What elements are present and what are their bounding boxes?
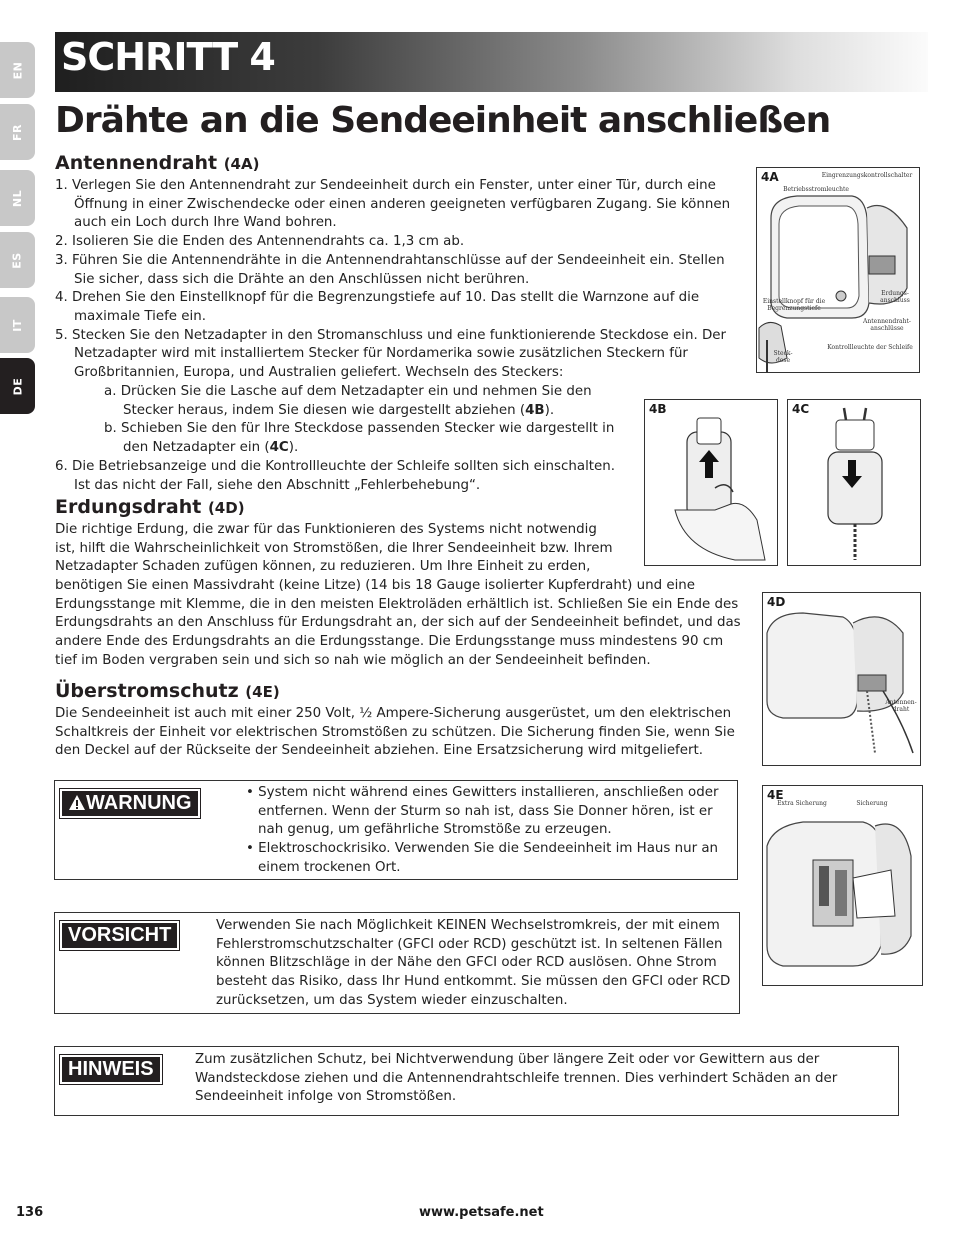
figure-label: 4E	[767, 788, 784, 802]
tab-label: IT	[10, 318, 24, 332]
section-heading-surge	[55, 680, 280, 702]
caution-box	[54, 912, 740, 1014]
tab-label: FR	[10, 123, 24, 141]
tab-de[interactable]	[0, 358, 35, 414]
callout: Kontrollleuchte der Schleife	[827, 344, 913, 351]
callout: Betriebsstromleuchte	[783, 186, 849, 193]
step-item: 1. Verlegen Sie den Antennendraht zur Sendeeinheit durch ein Fenster, unter einer Tür, durch eine Öffnung in einer Zwischendecke oder einen anderen geeigneten verfügbaren Zugang. Sie können auch ein Loch durch Ihre Wand bohren.	[55, 178, 731, 231]
heading-text: Erdungsdraht	[55, 496, 202, 518]
badge-label: WARNUNG	[86, 792, 192, 814]
callout: Sicherung	[856, 800, 888, 807]
warning-item: • Elektroschockrisiko. Verwenden Sie die Sendeeinheit im Haus nur an einem trockenen Ort.	[246, 841, 719, 875]
adapter-insert-illustration	[788, 400, 920, 565]
tab-it[interactable]	[0, 297, 35, 353]
ground-wire-illustration	[763, 593, 920, 765]
note-box	[54, 1046, 899, 1116]
figure-label: 4B	[649, 402, 667, 416]
warning-badge	[60, 789, 200, 818]
heading-ref: (4D)	[207, 499, 245, 517]
fuse-illustration	[763, 786, 922, 985]
step-item: 2. Isolieren Sie die Enden des Antennendrahts ca. 1,3 cm ab.	[55, 234, 465, 250]
callout: Erdungs-anschluss	[880, 290, 910, 304]
caution-badge: VORSICHT	[60, 921, 179, 950]
heading-text: Antennendraht	[55, 152, 218, 174]
figure-4a	[756, 167, 920, 373]
surge-text: Die Sendeeinheit ist auch mit einer 250 Volt, ½ Ampere-Sicherung ausgerüstet, um den elektrischen Schaltkreis der Einheit vor elektrischen Stromstößen zu schützen. Die Sicherung finden Sie, wenn Sie den Deckel auf der Rückseite der Sendeeinheit abziehen. Eine Ersatzsicherung wird mitgeliefert.	[55, 706, 735, 759]
substep-b	[55, 420, 620, 457]
tab-label: EN	[10, 61, 24, 79]
antenna-substeps	[55, 383, 620, 495]
ground-text-narrow: Die richtige Erdung, die zwar für das Funktionieren des Systems nicht notwendig ist, hilft die Wahrscheinlichkeit von Stromstößen, die Ihrer Sendeeinheit bzw. Ihrem Netzadapter Schaden zufügen können, zu reduzieren. Um Ihre Einheit zu erden,	[55, 522, 613, 575]
callout: Eingrenzungskontrollschalter	[821, 172, 913, 179]
figure-4c	[787, 399, 921, 566]
adapter-remove-illustration	[645, 400, 777, 565]
callout: Antennendraht-anschlüsse	[863, 318, 911, 332]
heading-ref: (4E)	[245, 683, 280, 701]
figure-label: 4C	[792, 402, 810, 416]
note-badge: HINWEIS	[60, 1055, 162, 1084]
callout: Einstellknopf für die Begrenzungstiefe	[762, 298, 826, 312]
heading-text: Überstromschutz	[55, 680, 239, 702]
warning-box	[54, 780, 738, 880]
step-item: 5. Stecken Sie den Netzadapter in den Stromanschluss und eine funktionierende Steckdose ein. Der Netzadapter wird mit installiertem Stecker für Nordamerika sowie zusätzlichen Steckern für Großbritannien, Europa, und Australien geliefert. Wechseln des Steckers:	[55, 327, 727, 381]
warning-text	[246, 784, 726, 878]
tab-label: NL	[11, 189, 24, 207]
figure-4e	[762, 785, 923, 986]
figure-label: 4A	[761, 170, 779, 184]
footer-url[interactable]: www.petsafe.net	[419, 1205, 544, 1220]
substep-end: ).	[544, 402, 555, 418]
note-text: Zum zusätzlichen Schutz, bei Nichtverwendung über längere Zeit oder vor Gewittern aus der Wandsteckdose ziehen und die Antennendrahtschleife trennen. Dies verhindert Schäden an der Sendeeinheit infolge von Stromstößen.	[195, 1052, 838, 1105]
step-title: SCHRITT 4	[61, 35, 275, 79]
section-heading-ground	[55, 496, 245, 518]
antenna-steps	[55, 177, 735, 383]
step-item: 3. Führen Sie die Antennendrähte in die Antennendrahtanschlüsse auf der Sendeeinheit ein. Stellen Sie sicher, dass sich die Drähte an den Anschlüssen nicht berühren.	[55, 252, 725, 287]
tab-nl[interactable]	[0, 170, 35, 226]
figure-4d	[762, 592, 921, 766]
page-number: 136	[16, 1205, 44, 1220]
tab-fr[interactable]	[0, 104, 35, 160]
tab-label: ES	[11, 251, 24, 269]
tab-label: DE	[11, 377, 24, 395]
warning-triangle-icon	[68, 794, 86, 811]
transmitter-illustration	[757, 168, 919, 372]
section-heading-antenna	[55, 152, 259, 174]
figure-ref: 4B	[525, 402, 545, 418]
callout: Extra Sicherung	[777, 800, 827, 807]
substep-a	[55, 383, 620, 420]
caution-text: Verwenden Sie nach Möglichkeit KEINEN Wechselstromkreis, der mit einem Fehlerstromschutzschalter (GFCI oder RCD) geschützt ist. In seltenen Fällen können Blitzschläge in der Nähe den GFCI oder RCD auslösen. Ohne Strom besteht das Risiko, dass Ihr Hund entkommt. Sie müssen den GFCI oder RCD zurücksetzen, um das System wieder einzuschalten.	[216, 918, 731, 1008]
callout: Antennen-draht	[885, 699, 917, 713]
figure-label: 4D	[767, 595, 786, 609]
page-title: Drähte an die Sendeeinheit anschließen	[55, 100, 831, 141]
substep-text: b. Schieben Sie den für Ihre Steckdose passenden Stecker wie dargestellt in den Netzadapter ein (	[104, 421, 615, 456]
figure-4b	[644, 399, 778, 566]
heading-ref: (4A)	[223, 155, 260, 173]
warning-item: • System nicht während eines Gewitters installieren, anschließen oder entfernen. Wenn der Sturm so nah ist, dass Sie Donner hören, ist er nah genug, um gefährliche Stromstöße zu erzeugen.	[246, 785, 719, 838]
ground-text-wide: benötigen Sie einen Massivdraht (keine Litze) (14 bis 18 Gauge isolierter Kupferdraht) und eine Erdungsstange mit Klemme, die in den meisten Elektroläden erhältlich ist. Schließen Sie ein Ende des Erdungsdrahts an den Anschluss für Erdungsdraht an, der sich auf der Sendeeinheit befindet, und das andere Ende des Erdungsdrahts an die Erdungsstange. Die Erdungsstange muss mindestens 90 cm tief im Boden vergraben sein und sich so nah wie möglich an der Sendeeinheit befinden.	[55, 578, 741, 668]
figure-ref: 4C	[269, 440, 289, 456]
tab-en[interactable]	[0, 42, 35, 98]
substep-text: a. Drücken Sie die Lasche auf dem Netzadapter ein und nehmen Sie den Stecker heraus, indem Sie diesen wie dargestellt abziehen (	[104, 384, 592, 418]
tab-es[interactable]	[0, 232, 35, 288]
substep-end: ).	[288, 440, 299, 456]
step-item: 6. Die Betriebsanzeige und die Kontrollleuchte der Schleife sollten sich einschalten. Ist das nicht der Fall, siehe den Abschnitt „Fehlerbehebung“.	[55, 458, 616, 493]
step-item: 4. Drehen Sie den Einstellknopf für die Begrenzungstiefe auf 10. Das stellt die Warnzone auf die maximale Tiefe ein.	[55, 290, 700, 324]
step-banner	[55, 32, 928, 92]
callout: Steck-dose	[773, 350, 793, 364]
